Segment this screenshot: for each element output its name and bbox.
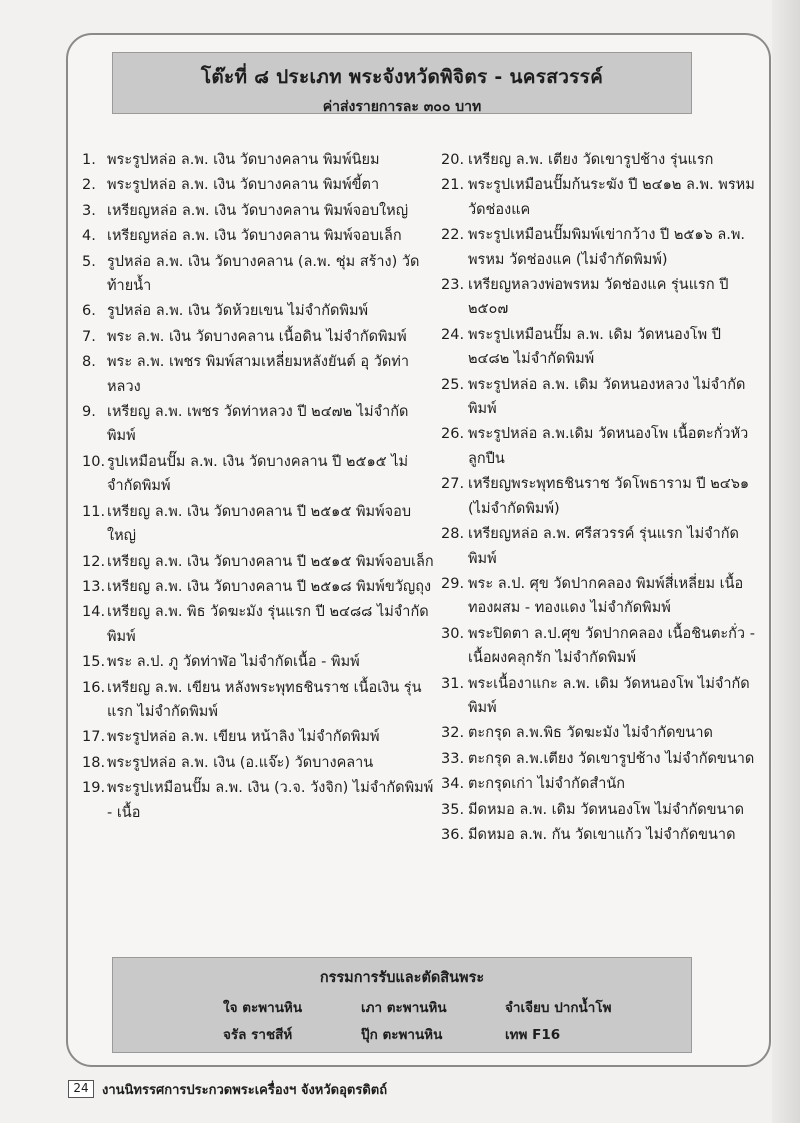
committee-box — [112, 957, 692, 1053]
page-subtitle: ค่าส่งรายการละ ๓๐๐ บาท — [322, 99, 482, 115]
list-item: 3. เหรียญหล่อ ล.พ. เงิน วัดบางคลาน พิมพ์จอบใหญ่ — [82, 202, 409, 219]
list-item: 5. รูปหล่อ ล.พ. เงิน วัดบางคลาน (ล.พ. ชุ่ม สร้าง) วัดท้ายน้ำ — [82, 253, 420, 295]
table-header — [112, 52, 692, 114]
page-title: โต๊ะที่ ๘ ประเภท พระจังหวัดพิจิตร - นครสวรรค์ — [200, 66, 604, 88]
footer-text: งานนิทรรศการประกวดพระเครื่องฯ จังหวัดอุตรดิตถ์ — [102, 1083, 388, 1098]
committee-member: เทพ F16 — [505, 1027, 561, 1043]
items-left-column — [82, 148, 437, 826]
list-item: 16. เหรียญ ล.พ. เขียน หลังพระพุทธชินราช เนื้อเงิน รุ่นแรก ไม่จำกัดพิมพ์ — [82, 679, 422, 720]
list-item: 13. เหรียญ ล.พ. เงิน วัดบางคลาน ปี ๒๕๑๘ พิมพ์ขวัญถุง — [82, 578, 432, 595]
committee-title: กรรมการรับและตัดสินพระ — [319, 970, 485, 986]
committee-member: ปุ๊ก ตะพานหิน — [361, 1027, 443, 1043]
list-item: 15. พระ ล.ป. ภู วัดท่าฬ่อ ไม่จำกัดเนื้อ - พิมพ์ — [82, 654, 360, 671]
list-item: 24. พระรูปเหมือนปั๊ม ล.พ. เดิม วัดหนองโพ ปี ๒๔๘๒ ไม่จำกัดพิมพ์ — [441, 326, 721, 368]
list-item: 23. เหรียญหลวงพ่อพรหม วัดช่องแค รุ่นแรก ปี ๒๕๐๗ — [441, 277, 729, 318]
list-item: 6. รูปหล่อ ล.พ. เงิน วัดห้วยเขน ไม่จำกัดพิมพ์ — [82, 303, 369, 320]
list-item: 2. พระรูปหล่อ ล.พ. เงิน วัดบางคลาน พิมพ์ขี้ตา — [82, 177, 380, 194]
list-item: 4. เหรียญหล่อ ล.พ. เงิน วัดบางคลาน พิมพ์จอบเล็ก — [82, 228, 402, 245]
list-item: 1. พระรูปหล่อ ล.พ. เงิน วัดบางคลาน พิมพ์นิยม — [82, 152, 380, 168]
page-number: 24 — [68, 1080, 94, 1098]
list-item: 25. พระรูปหล่อ ล.พ. เดิม วัดหนองหลวง ไม่จำกัดพิมพ์ — [441, 376, 746, 418]
list-item: 17. พระรูปหล่อ ล.พ. เขียน หน้าลิง ไม่จำกัดพิมพ์ — [82, 729, 380, 746]
list-item: 35. มีดหมอ ล.พ. เดิม วัดหนองโพ ไม่จำกัดขนาด — [441, 801, 745, 818]
list-item: 22. พระรูปเหมือนปั๊มพิมพ์เข่ากว้าง ปี ๒๕๑๖ ล.พ. พรหม วัดช่องแค (ไม่จำกัดพิมพ์) — [441, 227, 746, 268]
items-right-column — [441, 148, 766, 848]
list-item: 20. เหรียญ ล.พ. เตียง วัดเขารูปช้าง รุ่นแรก — [441, 152, 714, 168]
list-item: 21. พระรูปเหมือนปั๊มก้นระฆัง ปี ๒๔๑๒ ล.พ. พรหม วัดช่องแค — [441, 177, 755, 218]
page-edge-shadow — [772, 0, 800, 1123]
list-item: 26. พระรูปหล่อ ล.พ.เดิม วัดหนองโพ เนื้อตะกั่วหัวลูกปืน — [441, 426, 749, 467]
list-item: 9. เหรียญ ล.พ. เพชร วัดท่าหลวง ปี ๒๔๗๒ ไม่จำกัดพิมพ์ — [82, 404, 409, 445]
committee-member: ใจ ตะพานหิน — [223, 1000, 303, 1016]
list-item: 29. พระ ล.ป. ศุข วัดปากคลอง พิมพ์สี่เหลี่ยม เนื้อทองผสม - ทองแดง ไม่จำกัดพิมพ์ — [441, 575, 744, 617]
list-item: 10. รูปเหมือนปั๊ม ล.พ. เงิน วัดบางคลาน ปี ๒๕๑๕ ไม่จำกัดพิมพ์ — [82, 453, 409, 495]
list-item: 27. เหรียญพระพุทธชินราช วัดโพธาราม ปี ๒๔๖๑ (ไม่จำกัดพิมพ์) — [441, 476, 750, 517]
list-item: 36. มีดหมอ ล.พ. กัน วัดเขาแก้ว ไม่จำกัดขนาด — [441, 826, 736, 843]
list-item: 14. เหรียญ ล.พ. พิธ วัดฆะมัง รุ่นแรก ปี ๒๔๘๘ ไม่จำกัดพิมพ์ — [82, 604, 429, 645]
list-item: 11. เหรียญ ล.พ. เงิน วัดบางคลาน ปี ๒๕๑๕ พิมพ์จอบใหญ่ — [82, 503, 412, 545]
list-item: 30. พระปิดตา ล.ป.ศุข วัดปากคลอง เนื้อชินตะกั่ว - เนื้อผงคลุกรัก ไม่จำกัดพิมพ์ — [441, 625, 755, 667]
committee-member: จรัล ราชสีห์ — [223, 1027, 293, 1043]
committee-member: เภา ตะพานหิน — [361, 1000, 447, 1016]
list-item: 32. ตะกรุด ล.พ.พิธ วัดฆะมัง ไม่จำกัดขนาด — [441, 725, 713, 742]
list-item: 8. พระ ล.พ. เพชร พิมพ์สามเหลี่ยมหลังยันต์ อุ วัดท่าหลวง — [82, 354, 409, 395]
list-item: 33. ตะกรุด ล.พ.เตียง วัดเขารูปช้าง ไม่จำกัดขนาด — [441, 750, 755, 767]
committee-member: จำเจียบ ปากน้ำโพ — [505, 1000, 612, 1016]
list-item: 34. ตะกรุดเก่า ไม่จำกัดสำนัก — [441, 776, 626, 793]
list-item: 18. พระรูปหล่อ ล.พ. เงิน (อ.แจ๊ะ) วัดบางคลาน — [82, 754, 374, 771]
list-item: 19. พระรูปเหมือนปั๊ม ล.พ. เงิน (ว.จ. วังจิก) ไม่จำกัดพิมพ์ - เนื้อ — [82, 780, 434, 821]
list-item: 28. เหรียญหล่อ ล.พ. ศรีสวรรค์ รุ่นแรก ไม่จำกัดพิมพ์ — [441, 526, 739, 567]
list-item: 12. เหรียญ ล.พ. เงิน วัดบางคลาน ปี ๒๕๑๕ พิมพ์จอบเล็ก — [82, 553, 434, 570]
list-item: 7. พระ ล.พ. เงิน วัดบางคลาน เนื้อดิน ไม่จำกัดพิมพ์ — [82, 328, 407, 345]
list-item: 31. พระเนื้องาแกะ ล.พ. เดิม วัดหนองโพ ไม่จำกัดพิมพ์ — [441, 675, 750, 716]
